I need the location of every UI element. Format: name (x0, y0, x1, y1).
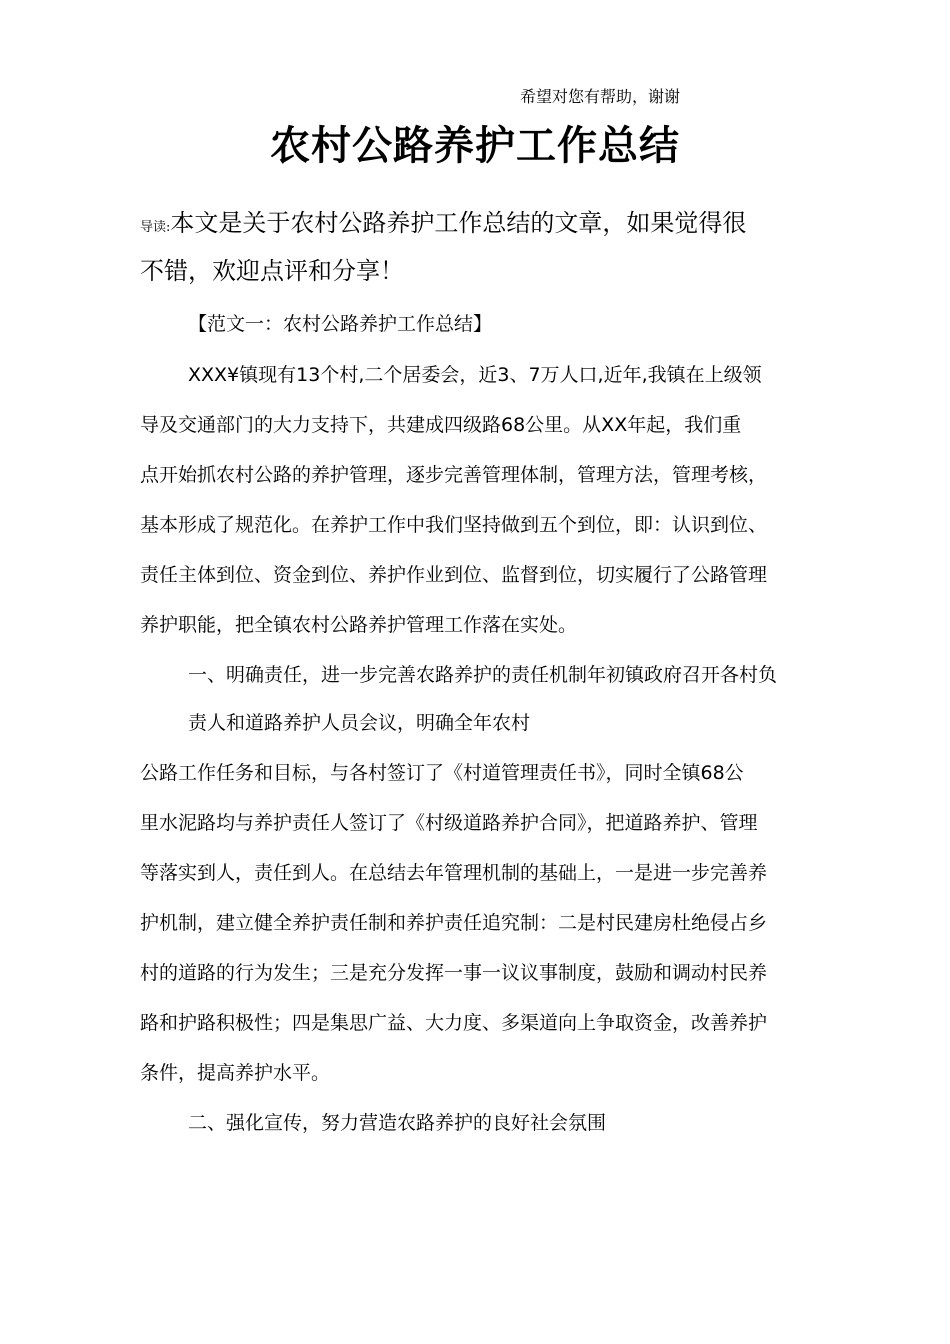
body-line: 导及交通部门的大力支持下，共建成四级路68公里。从XX年起，我们重 (140, 414, 742, 436)
page-title: 农村公路养护工作总结 (270, 123, 680, 169)
body-line: 一、明确责任，进一步完善农路养护的责任机制年初镇政府召开各村负 (188, 664, 778, 686)
body-line: 里水泥路均与养护责任人签订了《村级道路养护合同》，把道路养护、管理 (140, 812, 758, 834)
body-line: 条件，提高养护水平。 (140, 1062, 331, 1084)
intro-paragraph-line-1 (140, 208, 746, 243)
body-line: XXX¥镇现有13个村,二个居委会，近3、7万人口,近年,我镇在上级领 (188, 364, 762, 386)
header-note: 希望对您有帮助，谢谢 (520, 87, 681, 106)
section-heading: 【范文一：农村公路养护工作总结】 (188, 313, 493, 335)
body-line: 公路工作任务和目标，与各村签订了《村道管理责任书》，同时全镇68公 (140, 762, 744, 784)
body-line: 路和护路积极性；四是集思广益、大力度、多渠道向上争取资金，改善养护 (140, 1012, 768, 1034)
body-line: 点开始抓农村公路的养护管理，逐步完善管理体制，管理方法，管理考核， (140, 464, 768, 486)
body-line: 责人和道路养护人员会议，明确全年农村 (188, 712, 531, 734)
body-line: 基本形成了规范化。在养护工作中我们坚持做到五个到位，即：认识到位、 (140, 514, 768, 536)
body-line: 责任主体到位、资金到位、养护作业到位、监督到位，切实履行了公路管理 (140, 564, 768, 586)
intro-text-1: 本文是关于农村公路养护工作总结的文章，如果觉得很 (170, 209, 747, 237)
body-line: 等落实到人，责任到人。在总结去年管理机制的基础上，一是进一步完善养 (140, 862, 768, 884)
body-line: 护机制，建立健全养护责任制和养护责任追究制：二是村民建房杜绝侵占乡 (140, 912, 768, 934)
intro-label: 导读: (140, 220, 171, 235)
intro-text-2: 不错，欢迎点评和分享！ (140, 257, 404, 285)
body-line: 二、强化宣传，努力营造农路养护的良好社会氛围 (188, 1112, 607, 1134)
body-line: 养护职能，把全镇农村公路养护管理工作落在实处。 (140, 614, 578, 636)
body-line: 村的道路的行为发生；三是充分发挥一事一议议事制度，鼓励和调动村民养 (140, 962, 768, 984)
